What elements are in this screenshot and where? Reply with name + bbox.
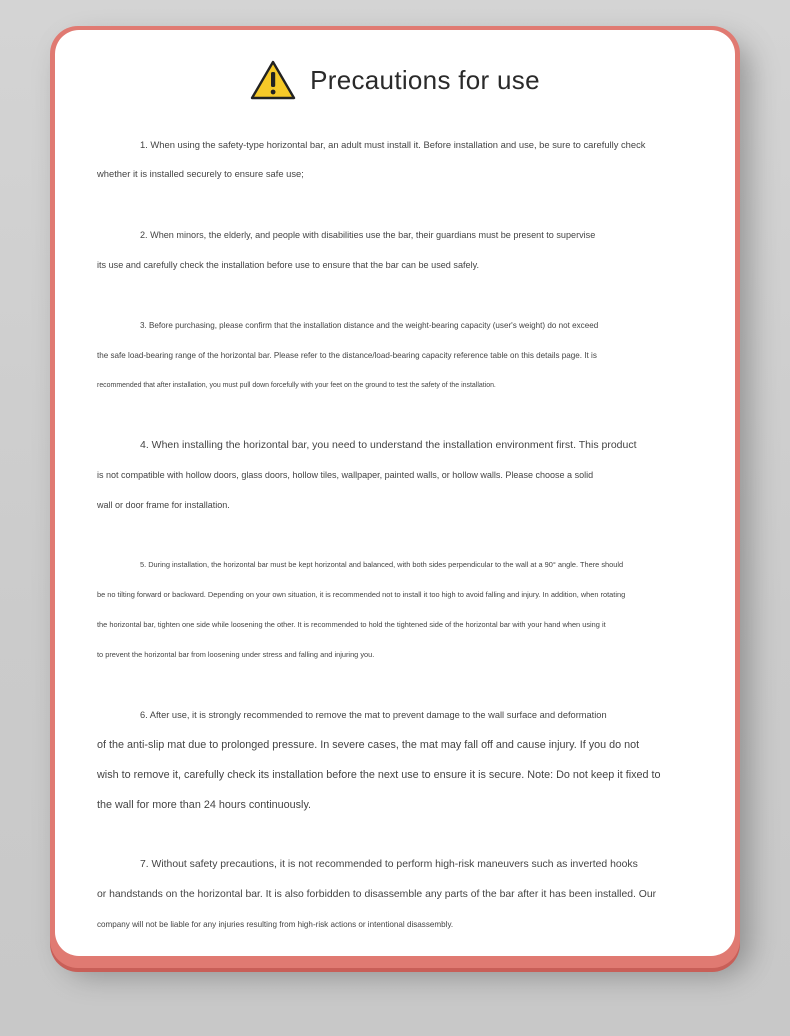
precaution-item-6 — [97, 700, 697, 820]
precaution-line: 3. Before purchasing, please confirm that the installation distance and the weight-bearing capacity (user's weight) do not exceed — [140, 321, 599, 330]
precaution-item-7 — [97, 850, 697, 940]
precaution-line: the wall for more than 24 hours continuously. — [97, 799, 312, 811]
precaution-item-4 — [97, 430, 697, 520]
precaution-line: 2. When minors, the elderly, and people with disabilities use the bar, their guardians must be present to supervise — [140, 230, 596, 240]
precaution-item-1 — [97, 130, 697, 188]
precaution-line: whether it is installed securely to ensure safe use; — [97, 168, 304, 179]
precaution-line: be no tilting forward or backward. Depending on your own situation, it is recommended not to install it too high to avoid falling and injury. In addition, when rotating — [97, 590, 626, 599]
precaution-line: recommended that after installation, you must pull down forcefully with your feet on the ground to test the safety of the installation. — [97, 382, 496, 389]
precaution-line: 1. When using the safety-type horizontal bar, an adult must install it. Before installation and use, be sure to carefully check — [140, 139, 646, 150]
precaution-line: 6. After use, it is strongly recommended to remove the mat to prevent damage to the wall surface and deformation — [140, 710, 607, 720]
warning-triangle-icon — [250, 60, 296, 100]
precaution-line: wall or door frame for installation. — [97, 500, 230, 510]
precaution-line: 4. When installing the horizontal bar, you need to understand the installation environment first. This product — [140, 439, 637, 451]
precaution-item-3 — [97, 311, 697, 401]
precaution-line: the safe load-bearing range of the horizontal bar. Please refer to the distance/load-bearing capacity reference table on this details page. It is — [97, 351, 597, 360]
card-content — [55, 30, 735, 956]
precautions-card — [50, 26, 740, 968]
precaution-line: 5. During installation, the horizontal bar must be kept horizontal and balanced, with both sides perpendicular to the wall at a 90° angle. There should — [140, 560, 624, 569]
precaution-line: its use and carefully check the installation before use to ensure that the bar can be used safely. — [97, 260, 479, 270]
precaution-item-2 — [97, 220, 697, 280]
precaution-line: or handstands on the horizontal bar. It is also forbidden to disassemble any parts of the bar after it has been installed. Our — [97, 889, 657, 900]
precaution-item-5 — [97, 550, 697, 670]
precaution-line: 7. Without safety precautions, it is not recommended to perform high-risk maneuvers such as inverted hooks — [140, 859, 638, 870]
precaution-line: is not compatible with hollow doors, glass doors, hollow tiles, wallpaper, painted walls, or hollow walls. Please choose a solid — [97, 470, 594, 480]
precaution-line: wish to remove it, carefully check its installation before the next use to ensure it is secure. Note: Do not keep it fixed to — [97, 769, 661, 781]
page-title: Precautions for use — [310, 64, 540, 95]
precaution-line: the horizontal bar, tighten one side while loosening the other. It is recommended to hold the tightened side of the horizontal bar with your hand when using it — [97, 620, 606, 629]
card-header — [55, 60, 735, 100]
precaution-line: to prevent the horizontal bar from loosening under stress and falling and injuring you. — [97, 650, 375, 659]
precaution-line: of the anti-slip mat due to prolonged pressure. In severe cases, the mat may fall off and cause injury. If you do not — [97, 739, 640, 751]
precaution-line: company will not be liable for any injuries resulting from high-risk actions or intentional disassembly. — [97, 920, 454, 929]
